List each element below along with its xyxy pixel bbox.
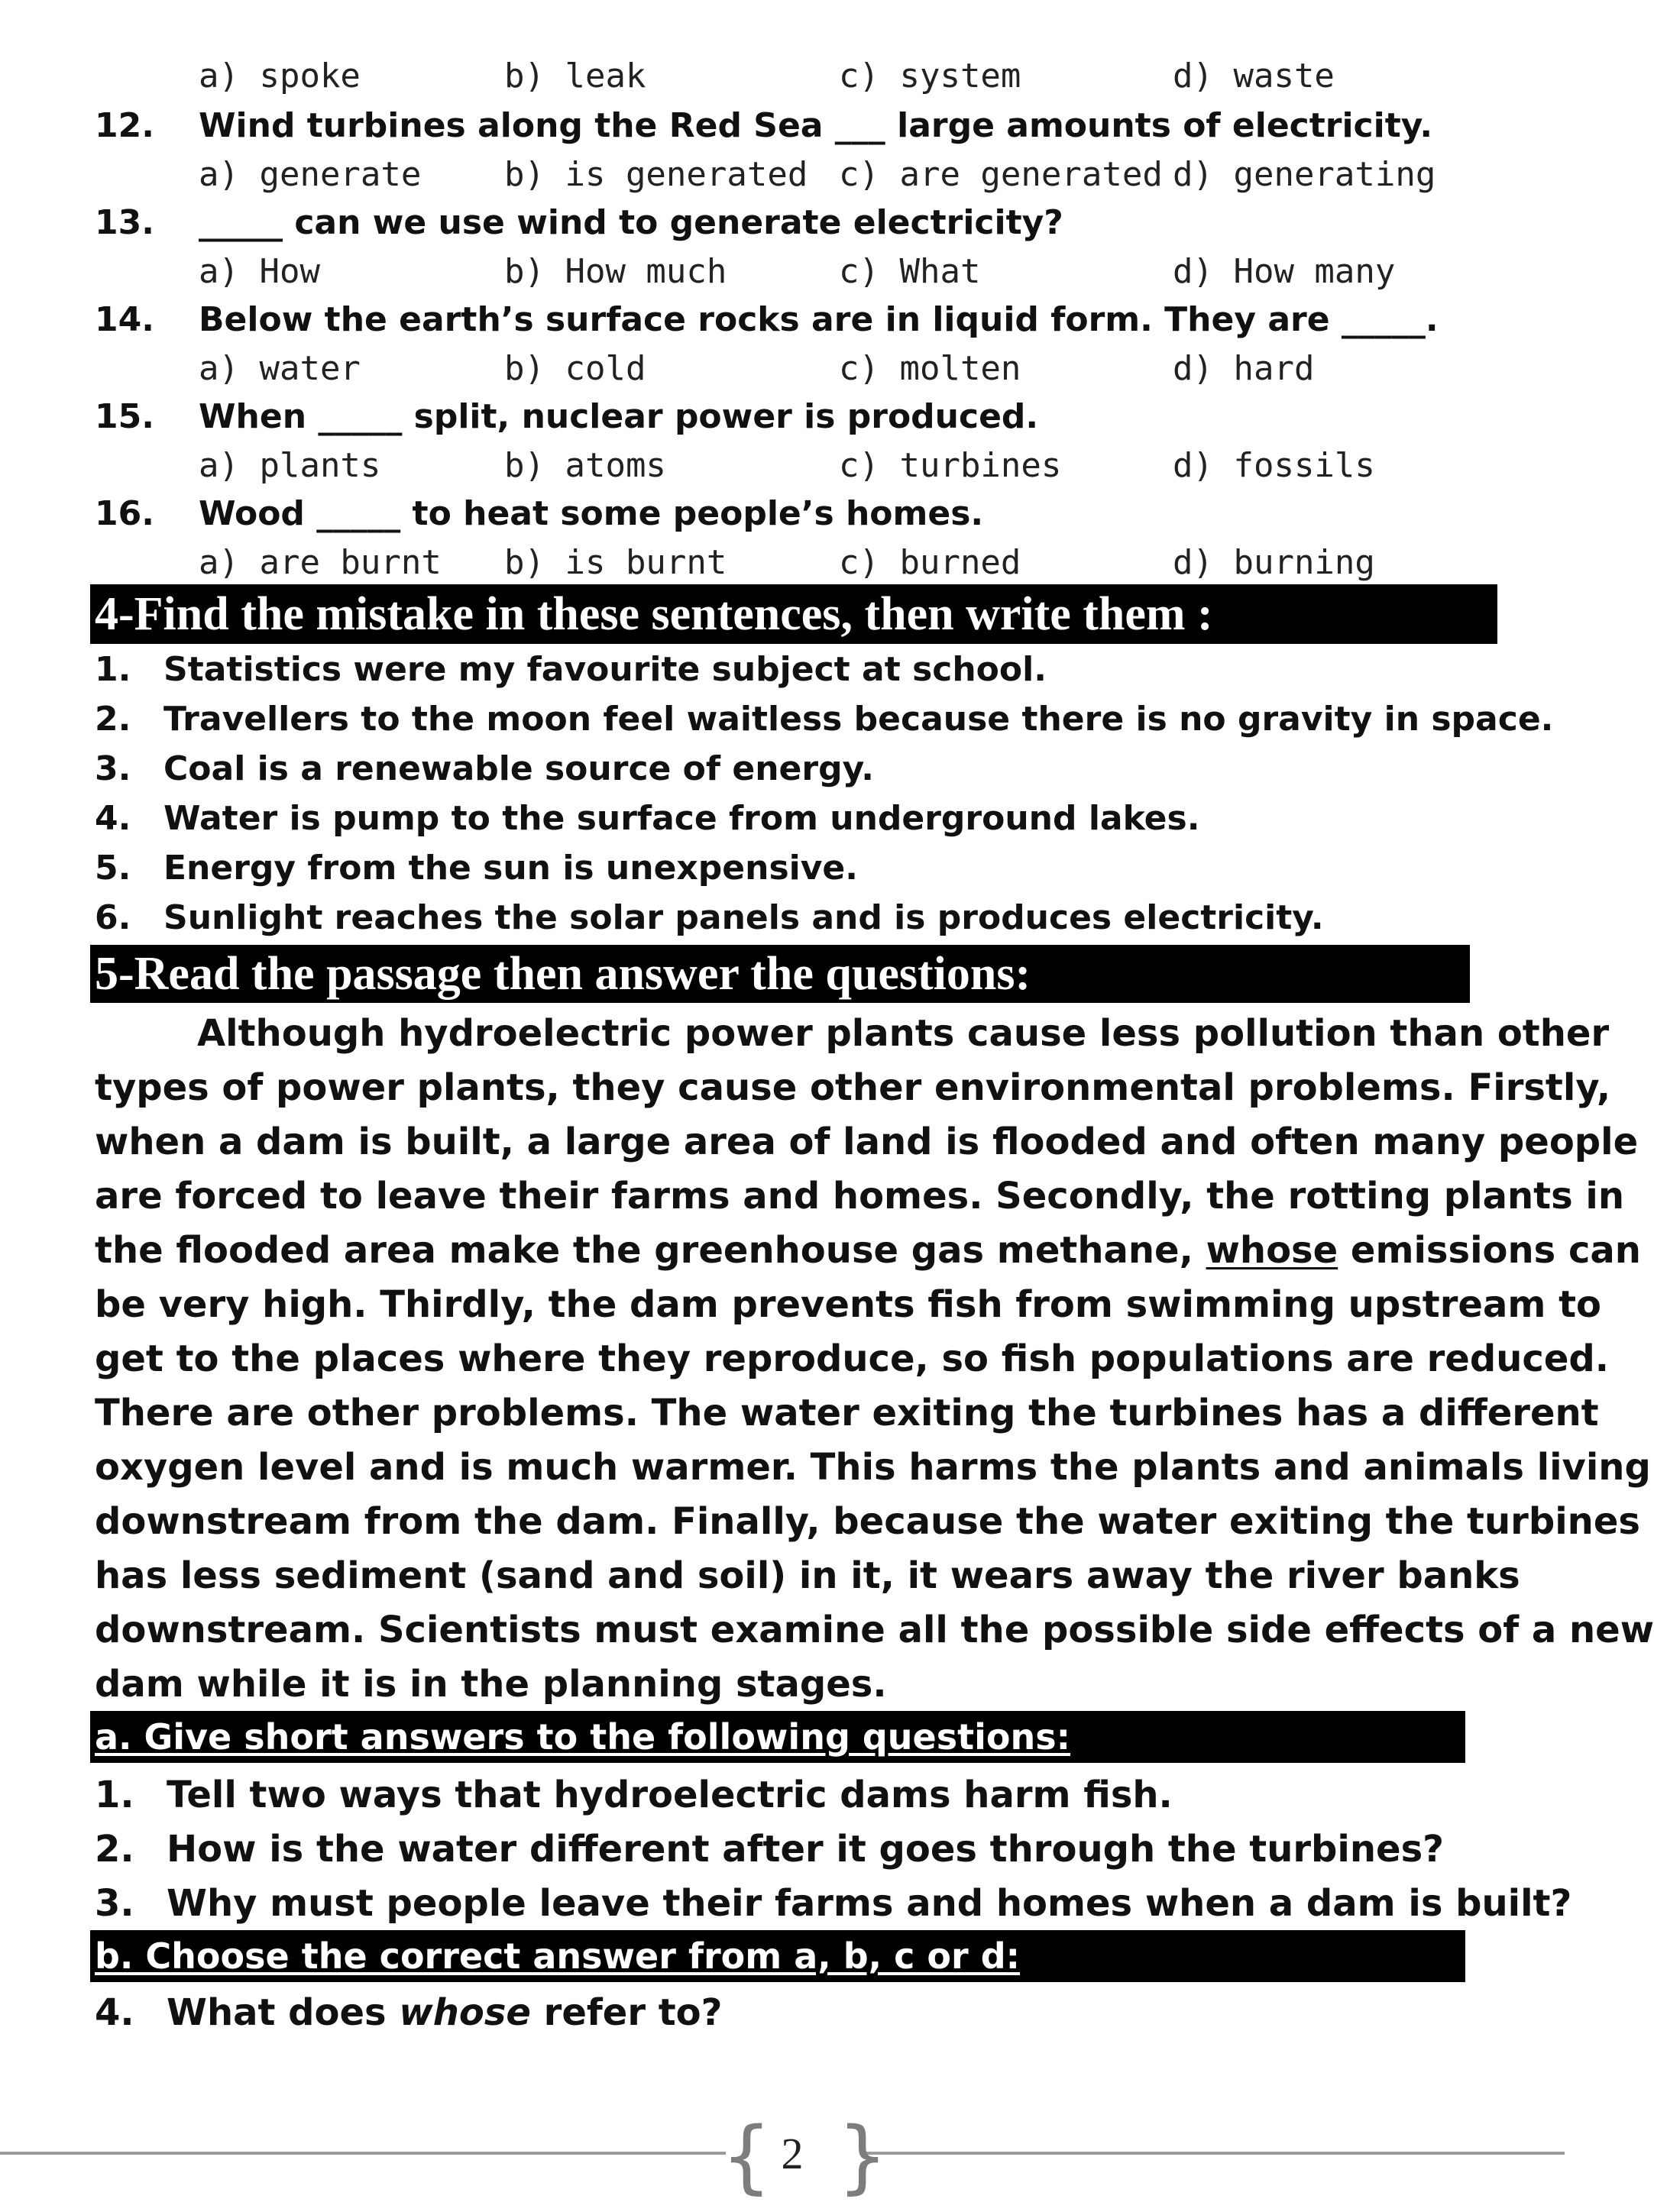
option-b: b) leak <box>504 57 646 95</box>
part-a-header <box>90 1711 1465 1763</box>
question-text <box>167 1986 723 2039</box>
short-answer-question-1 <box>95 1768 1516 1822</box>
question-15 <box>95 396 1516 438</box>
footer-rule-left <box>0 2152 726 2155</box>
question-14 <box>95 299 1516 341</box>
underlined-word-whose: whose <box>1206 1229 1338 1272</box>
item-text: Statistics were my favourite subject at school. <box>163 650 1047 689</box>
passage-text: emissions can <box>1338 1229 1641 1272</box>
options-row-q11 <box>199 55 1543 98</box>
item-text: Travellers to the moon feel waitless because there is no gravity in space. <box>163 700 1554 739</box>
option-b: b) is burnt <box>504 543 727 582</box>
options-row-q12 <box>199 154 1543 196</box>
part-b-header <box>90 1930 1465 1982</box>
option-b: b) cold <box>504 349 646 388</box>
option-d: d) burning <box>1173 543 1375 582</box>
option-d: d) generating <box>1173 155 1436 194</box>
passage-line: be very high. Thirdly, the dam prevents fish from swimming upstream to <box>95 1283 1601 1326</box>
option-c: c) turbines <box>839 446 1062 485</box>
options-row-q16 <box>199 542 1543 584</box>
question-number: 13. <box>95 203 154 242</box>
question-text: _____ can we use wind to generate electricity? <box>199 203 1063 242</box>
passage-line: oxygen level and is much warmer. This harms the plants and animals living <box>95 1446 1651 1489</box>
part-a-title: a. Give short answers to the following questions: <box>95 1716 1071 1758</box>
question-text: Wind turbines along the Red Sea ___ large amounts of electricity. <box>199 106 1433 145</box>
option-a: a) generate <box>199 155 422 194</box>
question-text: Wood _____ to heat some people’s homes. <box>199 494 984 533</box>
option-a: a) plants <box>199 446 381 485</box>
footer-left-brace: { <box>721 2110 772 2203</box>
option-d: d) fossils <box>1173 446 1375 485</box>
passage-line: are forced to leave their farms and homes. Secondly, the rotting plants in <box>95 1175 1625 1218</box>
question-text: Below the earth’s surface rocks are in liquid form. They are _____. <box>199 300 1439 339</box>
question-12 <box>95 105 1516 147</box>
section-4-title: 4-Find the mistake in these sentences, then write them : <box>95 588 1213 640</box>
question-16 <box>95 493 1516 535</box>
item-text: Energy from the sun is unexpensive. <box>163 849 858 888</box>
mistake-item-2 <box>95 697 1554 742</box>
option-c: c) burned <box>839 543 1021 582</box>
question-number: 16. <box>95 494 154 533</box>
passage-line <box>95 1224 1641 1278</box>
page-number: 2 <box>781 2129 804 2178</box>
option-b: b) How much <box>504 252 727 291</box>
item-number: 2. <box>95 700 131 739</box>
reading-passage <box>95 1007 1654 1712</box>
question-number: 15. <box>95 397 154 436</box>
options-row-q15 <box>199 445 1543 487</box>
passage-line: Although hydroelectric power plants cause less pollution than other <box>197 1012 1610 1055</box>
question-number: 12. <box>95 106 154 145</box>
question-text: Why must people leave their farms and homes when a dam is built? <box>167 1882 1572 1925</box>
question-text: How is the water different after it goes through the turbines? <box>167 1828 1444 1871</box>
options-row-q13 <box>199 251 1543 293</box>
short-answer-question-2 <box>95 1822 1516 1876</box>
item-number: 3. <box>95 749 131 788</box>
short-answer-question-3 <box>95 1877 1572 1930</box>
mcq-question-4 <box>95 1986 1516 2039</box>
option-c: c) are generated <box>839 155 1163 194</box>
emphasized-word: whose <box>399 1991 531 2034</box>
option-b: b) atoms <box>504 446 666 485</box>
question-number: 3. <box>95 1882 134 1925</box>
item-text: Coal is a renewable source of energy. <box>163 749 874 788</box>
item-number: 4. <box>95 799 131 838</box>
mistake-item-3 <box>95 747 1531 791</box>
mistake-item-5 <box>95 846 1531 891</box>
option-b: b) is generated <box>504 155 808 194</box>
question-number: 14. <box>95 300 154 339</box>
options-row-q14 <box>199 348 1543 390</box>
option-c: c) molten <box>839 349 1021 388</box>
item-number: 5. <box>95 849 131 888</box>
question-text: When _____ split, nuclear power is produced. <box>199 397 1039 436</box>
footer-rule-right <box>862 2152 1565 2155</box>
question-text-part: What does <box>167 1991 400 2034</box>
option-a: a) are burnt <box>199 543 442 582</box>
option-c: c) system <box>839 57 1021 95</box>
question-13 <box>95 202 1516 244</box>
passage-line: downstream from the dam. Finally, because the water exiting the turbines <box>95 1500 1640 1543</box>
section-5-title: 5-Read the passage then answer the questions: <box>95 948 1031 1000</box>
mistake-item-1 <box>95 648 1531 692</box>
passage-line: There are other problems. The water exiting the turbines has a different <box>95 1392 1599 1434</box>
question-number: 4. <box>95 1991 134 2034</box>
option-a: a) spoke <box>199 57 361 95</box>
item-text: Sunlight reaches the solar panels and is produces electricity. <box>163 898 1324 937</box>
passage-text: the flooded area make the greenhouse gas methane, <box>95 1229 1206 1272</box>
part-b-title: b. Choose the correct answer from a, b, c or d: <box>95 1936 1021 1977</box>
question-text: Tell two ways that hydroelectric dams harm fish. <box>167 1774 1173 1816</box>
item-text: Water is pump to the surface from underground lakes. <box>163 799 1200 838</box>
item-number: 1. <box>95 650 131 689</box>
item-number: 6. <box>95 898 131 937</box>
option-a: a) How <box>199 252 320 291</box>
section-4-header <box>90 584 1497 644</box>
question-number: 1. <box>95 1774 134 1816</box>
question-number: 2. <box>95 1828 134 1871</box>
mistake-item-6 <box>95 896 1531 940</box>
option-d: d) How many <box>1173 252 1396 291</box>
question-text-part: refer to? <box>530 1991 723 2034</box>
option-d: d) hard <box>1173 349 1315 388</box>
option-a: a) water <box>199 349 361 388</box>
section-5-header <box>90 945 1470 1003</box>
passage-line: get to the places where they reproduce, so fish populations are reduced. <box>95 1337 1609 1380</box>
mistake-item-4 <box>95 797 1531 841</box>
passage-line: types of power plants, they cause other environmental problems. Firstly, <box>95 1066 1611 1109</box>
passage-line: dam while it is in the planning stages. <box>95 1663 887 1706</box>
passage-line: when a dam is built, a large area of land is flooded and often many people <box>95 1121 1639 1163</box>
passage-line: downstream. Scientists must examine all the possible side effects of a new <box>95 1609 1654 1651</box>
passage-line: has less sediment (sand and soil) in it, it wears away the river banks <box>95 1554 1520 1597</box>
option-c: c) What <box>839 252 981 291</box>
footer-right-brace: } <box>837 2110 888 2203</box>
option-d: d) waste <box>1173 57 1335 95</box>
